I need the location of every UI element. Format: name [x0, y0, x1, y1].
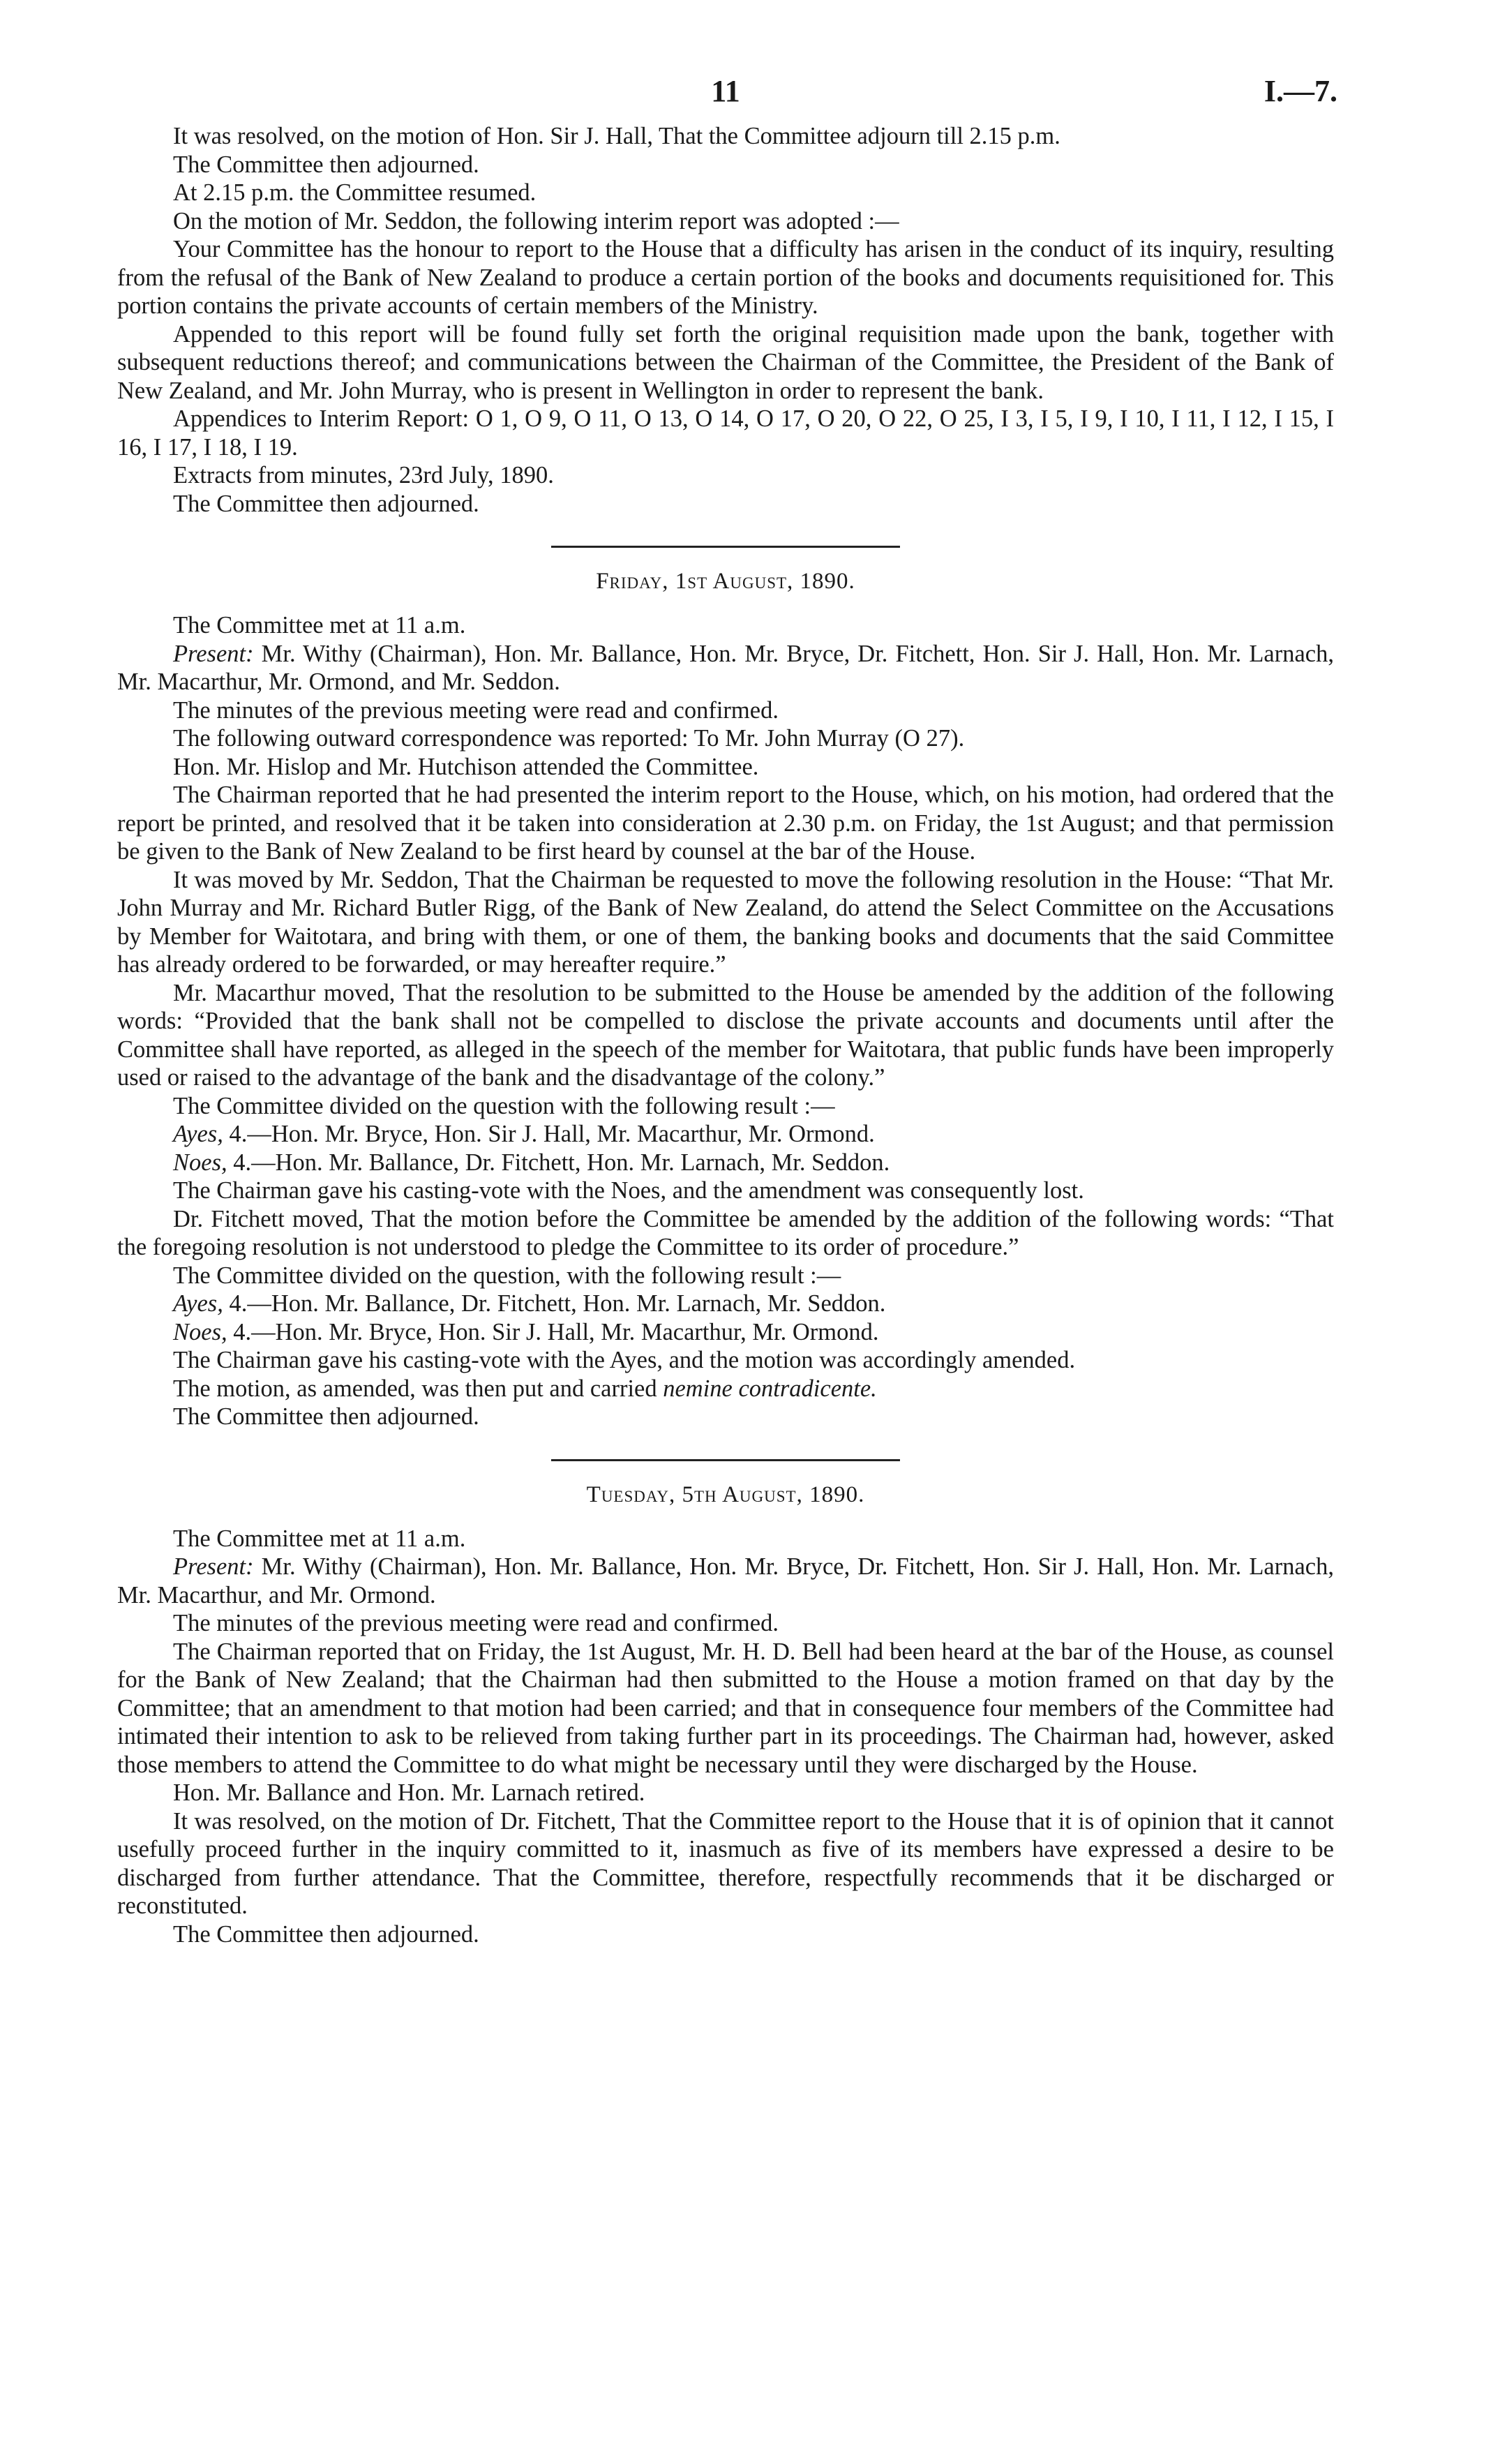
paragraph: Appendices to Interim Report: O 1, O 9, O 11, O 13, O 14, O 17, O 20, O 22, O 25, I 3, I 5, I 9, I 10, I 11, I 12, I 15, I 16, I 17, I 18, I 19.: [117, 405, 1334, 461]
paragraph: The minutes of the previous meeting were read and confirmed.: [173, 696, 779, 724]
paragraph: The Committee then adjourned.: [173, 490, 479, 517]
paragraph: The Chairman gave his casting-vote with the Noes, and the amendment was consequently lost.: [173, 1177, 1084, 1204]
paragraph: The Committee then adjourned.: [173, 151, 479, 178]
motion-text: The motion, as amended, was then put and carried: [173, 1375, 663, 1402]
latin-phrase: nemine contradicente.: [663, 1375, 877, 1402]
paragraph: It was moved by Mr. Seddon, That the Chairman be requested to move the following resolution in the House: “That Mr. John Murray and Mr. Richard Butler Rigg, of the Bank of New Zealand, do attend the Select Committee on the Accusations by Member for Waitotara, and bring with them, or one of them, the banking books and documents that the said Committee has already ordered to be forwarded, or may hereafter require.”: [117, 866, 1334, 978]
page-header: [117, 73, 1337, 122]
paragraph: The Committee divided on the question with the following result :—: [173, 1092, 835, 1119]
vote-ayes: [117, 1120, 1334, 1149]
paragraph: The Committee then adjourned.: [173, 1403, 479, 1430]
ayes-label: Ayes,: [173, 1290, 223, 1317]
vote-noes: [117, 1318, 1334, 1347]
paragraph: The Chairman reported that on Friday, the 1st August, Mr. H. D. Bell had been heard at the bar of the House, as counsel for the Bank of New Zealand; that the Chairman had then submitted to the House a motion framed on that day by the Committee; that an amendment to that motion had been carried; and that in consequence four members of the Committee had intimated their intention to ask to be relieved from taking further part in its proceedings. The Chairman had, however, asked those members to attend the Committee to do what might be necessary until they were discharged by the House.: [117, 1638, 1334, 1778]
document-page: [117, 73, 1337, 1948]
paragraph: The Committee divided on the question, with the following result :—: [173, 1262, 841, 1289]
paragraph: The Committee met at 11 a.m.: [173, 1525, 466, 1552]
paragraph: Hon. Mr. Hislop and Mr. Hutchison attended the Committee.: [173, 753, 759, 780]
noes-label: Noes,: [173, 1318, 227, 1345]
section-heading: Tuesday, 5th August, 1890.: [586, 1481, 865, 1507]
section-continuation: [117, 122, 1334, 518]
paragraph: At 2.15 p.m. the Committee resumed.: [173, 179, 537, 206]
present-text: Mr. Withy (Chairman), Hon. Mr. Ballance, Hon. Mr. Bryce, Dr. Fitchett, Hon. Sir J. Hall, Hon. Mr. Larnach, Mr. Macarthur, Mr. Ormond, and Mr. Seddon.: [117, 640, 1334, 695]
paragraph: The Committee met at 11 a.m.: [173, 612, 466, 639]
paragraph: Hon. Mr. Ballance and Hon. Mr. Larnach retired.: [173, 1779, 645, 1806]
section-heading: Friday, 1st August, 1890.: [596, 569, 855, 594]
noes-label: Noes,: [173, 1149, 227, 1176]
noes-text: 4.—Hon. Mr. Bryce, Hon. Sir J. Hall, Mr. Macarthur, Mr. Ormond.: [227, 1318, 879, 1345]
present-label: Present:: [173, 1553, 254, 1580]
document-reference: I.—7.: [1263, 74, 1337, 108]
section-divider: [551, 546, 900, 548]
noes-text: 4.—Hon. Mr. Ballance, Dr. Fitchett, Hon. Mr. Larnach, Mr. Seddon.: [227, 1149, 890, 1176]
paragraph: Your Committee has the honour to report to the House that a difficulty has arisen in the conduct of its inquiry, resulting from the refusal of the Bank of New Zealand to produce a certain portion of the books and documents requisitioned for. This portion contains the private accounts of certain members of the Ministry.: [117, 236, 1334, 319]
paragraph: The Chairman gave his casting-vote with the Ayes, and the motion was accordingly amended.: [173, 1347, 1076, 1373]
paragraph: [117, 1375, 1334, 1403]
page-number: 11: [711, 74, 740, 108]
section-divider: [551, 1459, 900, 1461]
present-text: Mr. Withy (Chairman), Hon. Mr. Ballance, Hon. Mr. Bryce, Dr. Fitchett, Hon. Sir J. Hall, Hon. Mr. Larnach, Mr. Macarthur, and Mr. Ormond.: [117, 1553, 1334, 1608]
vote-noes: [117, 1149, 1334, 1177]
ayes-text: 4.—Hon. Mr. Bryce, Hon. Sir J. Hall, Mr. Macarthur, Mr. Ormond.: [223, 1121, 875, 1147]
paragraph: It was resolved, on the motion of Dr. Fitchett, That the Committee report to the House that it is of opinion that it cannot usefully proceed further in the inquiry committed to it, inasmuch as five of its members have expressed a desire to be discharged from further attendance. That the Committee, therefore, respectfully recommends that it be discharged or reconstituted.: [117, 1807, 1334, 1919]
section-friday: [117, 569, 1334, 1431]
paragraph: The following outward correspondence was reported: To Mr. John Murray (O 27).: [173, 725, 965, 752]
paragraph: Mr. Macarthur moved, That the resolution to be submitted to the House be amended by the addition of the following words: “Provided that the bank shall not be compelled to disclose the private accounts and documents until after the Committee shall have reported, as alleged in the speech of the member for Waitotara, that public funds have been improperly used or raised to the advantage of the bank and the disadvantage of the colony.”: [117, 979, 1334, 1091]
present-label: Present:: [173, 640, 254, 667]
paragraph: It was resolved, on the motion of Hon. Sir J. Hall, That the Committee adjourn till 2.15 p.m.: [173, 123, 1060, 149]
paragraph: On the motion of Mr. Seddon, the following interim report was adopted :—: [173, 207, 899, 234]
paragraph: The Chairman reported that he had presented the interim report to the House, which, on his motion, had ordered that the report be printed, and resolved that it be taken into consideration at 2.30 p.m. on Friday, the 1st August; and that permission be given to the Bank of New Zealand to be first heard by counsel at the bar of the House.: [117, 782, 1334, 865]
paragraph: The minutes of the previous meeting were read and confirmed.: [173, 1610, 779, 1636]
ayes-label: Ayes,: [173, 1121, 223, 1147]
paragraph: The Committee then adjourned.: [173, 1920, 479, 1948]
present-paragraph: [117, 640, 1334, 696]
ayes-text: 4.—Hon. Mr. Ballance, Dr. Fitchett, Hon. Mr. Larnach, Mr. Seddon.: [223, 1290, 886, 1317]
paragraph: Appended to this report will be found fully set forth the original requisition made upon the bank, together with subsequent reductions thereof; and communications between the Chairman of the Committee, the President of the Bank of New Zealand, and Mr. John Murray, who is present in Wellington in order to represent the bank.: [117, 320, 1334, 404]
present-paragraph: [117, 1553, 1334, 1609]
vote-ayes: [117, 1290, 1334, 1318]
paragraph: Extracts from minutes, 23rd July, 1890.: [173, 462, 554, 488]
paragraph: Dr. Fitchett moved, That the motion before the Committee be amended by the addition of the following words: “That the foregoing resolution is not understood to pledge the Committee to its order of procedure.”: [117, 1205, 1334, 1260]
section-tuesday: [117, 1482, 1334, 1949]
